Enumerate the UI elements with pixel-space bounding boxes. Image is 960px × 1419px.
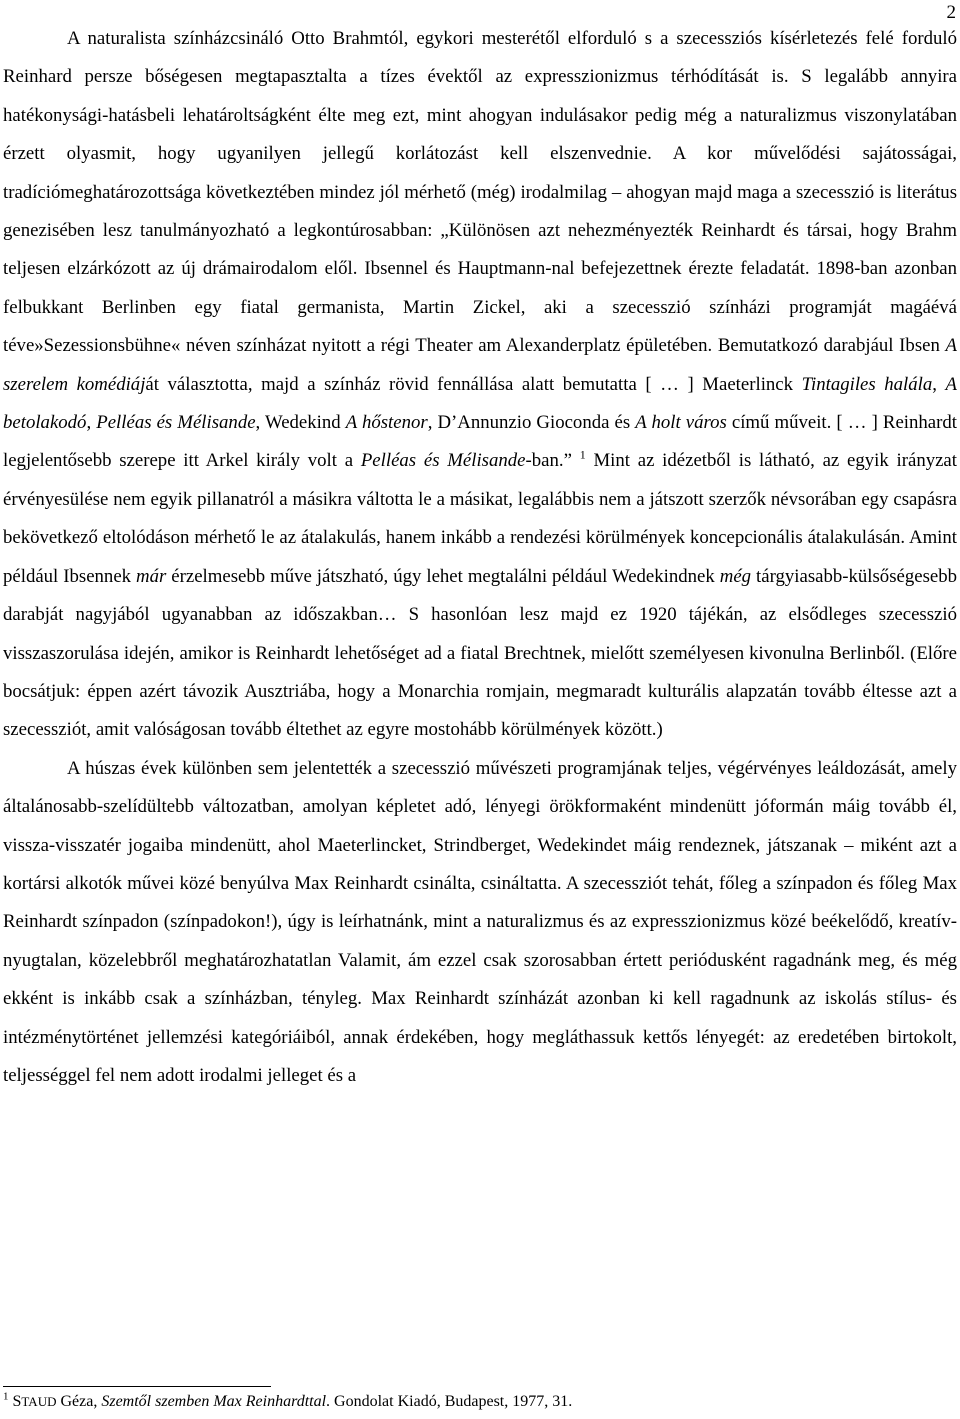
text-run: Mint az idézetből is látható, az egyik irányzat érvényesülése nem egyik pillanatról a másikra váltotta le a másikat, legalábbis nem a játszott szerzők névsorában egy csapásra bekövetkező eltolódáson mérhető le az átalakulás, hanem inkább a rendezési körülmények koncepcionális átalakulásán. Amint például Ibsennek xyxy=(3,450,957,587)
italic-title: A hőstenor xyxy=(345,412,428,434)
italic-title: A betolakodó xyxy=(3,373,957,434)
footnote-title: Szemtől szemben Max Reinhardttal xyxy=(101,1393,327,1410)
italic-title: A holt város xyxy=(635,412,727,434)
footnote-separator xyxy=(3,1386,271,1387)
page-number: 2 xyxy=(946,2,956,23)
footnote-publisher: . Gondolat Kiadó, Budapest, 1977, 31. xyxy=(326,1393,573,1410)
footnote-reference: 1 xyxy=(579,448,586,463)
text-run: érzelmesebb műve játszható, úgy lehet megtalálni például Wedekindnek xyxy=(166,565,720,587)
text-run: , xyxy=(86,412,97,434)
text-run: , xyxy=(932,373,946,395)
footnote-number: 1 xyxy=(3,1390,9,1403)
body-text xyxy=(3,20,957,1095)
paragraph xyxy=(3,20,957,750)
italic-title: még xyxy=(719,565,752,587)
footnote-author: STAUD xyxy=(12,1393,57,1410)
text-run: át választotta, majd a színház rövid fennállása alatt bemutatta [ … ] Maeterlinck xyxy=(145,373,802,395)
italic-title: Pelléas és Mélisande xyxy=(360,450,526,472)
text-run: tárgyiasabb-külsőségesebb darabját nagyjából ugyanabban az időszakban… S hasonlóan lesz majd ez 1920 tájékán, az elsődleges szecesszió visszaszorulása idején, amikor is Reinhardt lehetőséget ad a fiatal Brechtnek, mielőtt személyesen kivonulna Berlinből. (Előre bocsátjuk: éppen azért távozik Ausztriába, hogy a Monarchia romjain, megmaradt kulturális alapzatán tovább éltesse azt a szecessziót, amit valóságosan tovább éltethet az egyre mostohább körülmények között.) xyxy=(3,565,957,741)
text-run: A naturalista színházcsináló Otto Brahmtól, egykori mesterétől elforduló s a szecessziós kísérletezés felé forduló Reinhard persze bőségesen megtapasztalta a tízes évektől az expresszionizmus térhódítását is. S legalább annyira hatékonysági-hatásbeli lehatároltságként élte meg ezt, mint ahogyan indulásakor pedig még a naturalizmus viszonylatában érzett olyasmit, hogy ugyanilyen jellegű korlátozást kell elszenvednie. A kor művelődési sajátosságai, tradíciómeghatározottsága következtében mindez jól mérhető (még) irodalmilag – ahogyan majd maga a szecesszió is literátus genezisében lesz tanulmányozható a legkontúrosabban: „Különösen azt nehezményezték Reinhardt és társai, hogy Brahm teljesen elzárkózott az új drámairodalom elől. Ibsennel és Hauptmann-nal befejezettnek érezte feladatát. 1898-ban azonban felbukkant Berlinben egy fiatal germanista, Martin Zickel, aki a szecesszió színházi programját magáévá téve»Sezessionsbühne« néven színházat nyitott a régi Theater am Alexanderplatz épületében. Bemutatkozó darabjául Ibsen xyxy=(3,28,957,357)
text-run: című műveit. [ … ] Reinhardt legjelentősebb szerepe itt Arkel király volt a xyxy=(3,412,957,472)
paragraph xyxy=(3,750,957,1096)
text-run: A húszas évek különben sem jelentették a szecesszió művészeti programjának teljes, végérvényes leáldozását, amely általánosabb-szelídültebb változatban, amolyan képletet adó, lényegi örökformaként mindenütt jóformán máig tovább él, vissza-visszatér jogaiba mindenütt, ahol Maeterlincket, Strindberget, Wedekindet máig rendeznek, játszanak – miként azt a kortársi alkotók művei közé benyúlva Max Reinhardt csinálta, csináltatta. A szecessziót tehát, főleg a színpadon és főleg Max Reinhardt színpadon (színpadokon!), úgy is leírhatnánk, mint a naturalizmus és az expresszionizmus közé beékelődő, kreatív-nyugtalan, közelebbről meghatározhatatlan Valamit, ám ezzel csak szorosabban értett periódusként ragadnánk meg, és még ekként is inkább csak a színházban, tényleg. Max Reinhardt színházát azonban ki kell ragadnunk az iskolás stílus- és intézménytörténet jellemzési kategóriáiból, annak érdekében, hogy megláthassuk kettős lényegét: az eredetében birtokolt, teljességgel fel nem adott irodalmi jelleget és a xyxy=(3,757,957,1086)
italic-title: Pelléas és Mélisande xyxy=(96,412,256,434)
footnote-author-given: Géza, xyxy=(56,1393,102,1410)
italic-title: Tintagiles halála xyxy=(801,373,933,395)
text-run: , D’Annunzio Gioconda és xyxy=(427,412,636,434)
text-run: , Wedekind xyxy=(255,412,346,434)
italic-title: A szerelem komédiáj xyxy=(3,335,957,395)
italic-title: már xyxy=(136,565,167,587)
text-run: -ban.” xyxy=(525,450,580,472)
footnote xyxy=(3,1389,953,1415)
